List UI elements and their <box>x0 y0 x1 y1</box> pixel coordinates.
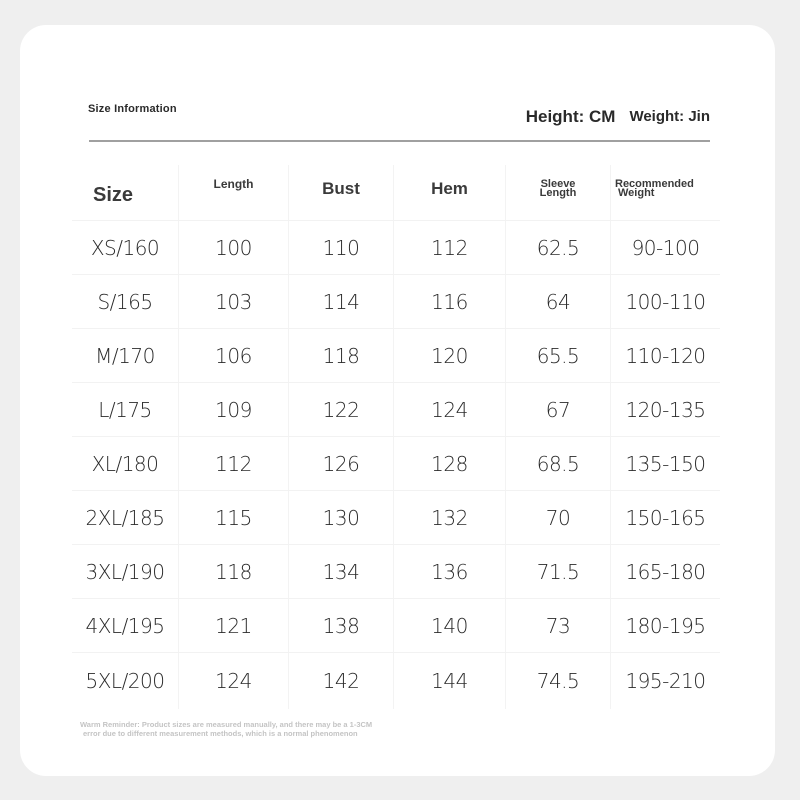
cell-size: 5XL/200 <box>85 669 165 693</box>
column-header-recommended-weight <box>610 165 720 220</box>
cell-length: 115 <box>178 491 288 544</box>
table-row <box>72 599 720 653</box>
cell-bust: 130 <box>288 491 393 544</box>
cell-length: 106 <box>178 329 288 382</box>
cell-length: 103 <box>178 275 288 328</box>
cell-hem: 124 <box>393 383 505 436</box>
cell-size: 2XL/185 <box>85 505 165 530</box>
cell-recommended-weight: 120-135 <box>610 383 720 436</box>
column-header-length: Length <box>178 165 288 220</box>
column-header-sleeve-line1: Sleeve <box>540 178 576 190</box>
table-row <box>72 329 720 383</box>
cell-length: 121 <box>178 599 288 652</box>
cell-hem: 136 <box>393 545 505 598</box>
cell-size: L/175 <box>98 397 152 422</box>
cell-length: 100 <box>178 221 288 274</box>
reminder-line-1: Warm Reminder: Product sizes are measured manually, and there may be a 1-3CM <box>80 720 373 729</box>
reminder-line-2: error due to different measurement methods, which is a normal phenomenon <box>83 729 358 738</box>
cell-sleeve-length: 73 <box>505 599 610 652</box>
cell-size: 3XL/190 <box>85 559 165 584</box>
height-unit-label: Height: CM <box>525 107 616 126</box>
cell-recommended-weight: 195-210 <box>610 653 720 709</box>
column-header-hem: Hem <box>393 165 505 220</box>
cell-hem: 116 <box>393 275 505 328</box>
table-row <box>72 383 720 437</box>
cell-sleeve-length: 71.5 <box>505 545 610 598</box>
cell-recommended-weight: 150-165 <box>610 491 720 544</box>
column-header-sleeve-length <box>505 165 610 220</box>
table-row <box>72 545 720 599</box>
cell-sleeve-length: 62.5 <box>505 221 610 274</box>
cell-sleeve-length: 68.5 <box>505 437 610 490</box>
column-header-recommended-line1: Recommended <box>615 178 694 190</box>
cell-length: 109 <box>178 383 288 436</box>
table-row <box>72 275 720 329</box>
cell-size: XL/180 <box>91 451 159 476</box>
weight-unit-label: Weight: Jin <box>629 108 710 125</box>
cell-bust: 126 <box>288 437 393 490</box>
column-header-recommended-line2: Weight <box>618 187 655 199</box>
cell-sleeve-length: 64 <box>505 275 610 328</box>
cell-recommended-weight: 135-150 <box>610 437 720 490</box>
cell-sleeve-length: 74.5 <box>505 653 610 709</box>
table-header-row <box>72 165 720 221</box>
column-header-bust: Bust <box>288 165 393 220</box>
table-row <box>72 491 720 545</box>
warm-reminder-note <box>80 720 372 738</box>
cell-recommended-weight: 90-100 <box>610 221 720 274</box>
cell-size: M/170 <box>95 343 155 368</box>
size-table <box>72 165 720 709</box>
cell-size: XS/160 <box>90 235 160 260</box>
units-legend <box>526 107 710 127</box>
cell-hem: 132 <box>393 491 505 544</box>
cell-hem: 112 <box>393 221 505 274</box>
cell-recommended-weight: 100-110 <box>610 275 720 328</box>
cell-hem: 128 <box>393 437 505 490</box>
cell-bust: 138 <box>288 599 393 652</box>
cell-length: 124 <box>178 653 288 709</box>
cell-recommended-weight: 180-195 <box>610 599 720 652</box>
header-divider <box>89 140 710 142</box>
cell-size: S/165 <box>97 289 153 314</box>
cell-length: 118 <box>178 545 288 598</box>
column-header-sleeve-line2: Length <box>539 187 577 199</box>
table-row <box>72 437 720 491</box>
cell-sleeve-length: 67 <box>505 383 610 436</box>
cell-hem: 120 <box>393 329 505 382</box>
table-row <box>72 221 720 275</box>
cell-bust: 118 <box>288 329 393 382</box>
cell-bust: 114 <box>288 275 393 328</box>
column-header-size: Size <box>93 184 134 206</box>
cell-sleeve-length: 70 <box>505 491 610 544</box>
cell-length: 112 <box>178 437 288 490</box>
table-row <box>72 653 720 709</box>
cell-bust: 142 <box>288 653 393 709</box>
cell-bust: 134 <box>288 545 393 598</box>
cell-bust: 110 <box>288 221 393 274</box>
size-information-title: Size Information <box>88 103 177 115</box>
cell-recommended-weight: 110-120 <box>610 329 720 382</box>
cell-sleeve-length: 65.5 <box>505 329 610 382</box>
cell-hem: 140 <box>393 599 505 652</box>
cell-hem: 144 <box>393 653 505 709</box>
cell-recommended-weight: 165-180 <box>610 545 720 598</box>
cell-bust: 122 <box>288 383 393 436</box>
cell-size: 4XL/195 <box>85 613 165 638</box>
